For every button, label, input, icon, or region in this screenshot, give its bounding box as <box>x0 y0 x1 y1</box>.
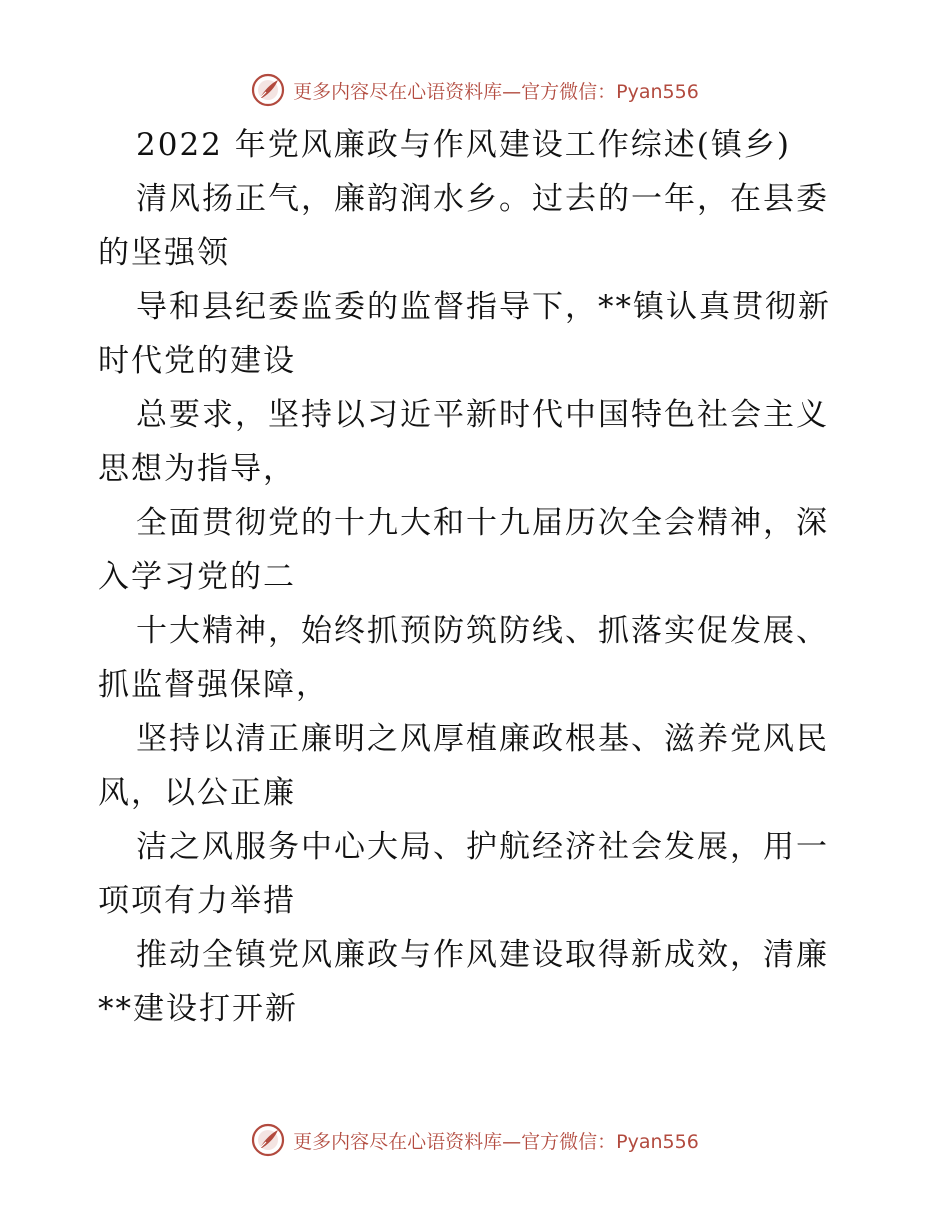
feather-pen-seal-icon <box>251 73 285 107</box>
text-line: 项项有力举措 <box>98 883 296 919</box>
text-line: 坚持以清正廉明之风厚植廉政根基、滋养党风民 <box>136 721 829 757</box>
footer-banner-text: 更多内容尽在心语资料库—官方微信：Pyan556 <box>293 1130 699 1153</box>
text-line: 风，以公正廉 <box>98 775 296 811</box>
text-line: **建设打开新 <box>98 991 298 1027</box>
header-banner-text: 更多内容尽在心语资料库—官方微信：Pyan556 <box>293 80 699 103</box>
text-line: 2022 年党风廉政与作风建设工作综述(镇乡) <box>136 127 791 163</box>
text-line: 洁之风服务中心大局、护航经济社会发展，用一 <box>136 829 829 865</box>
feather-pen-seal-icon <box>251 1123 285 1157</box>
text-line: 推动全镇党风廉政与作风建设取得新成效，清廉 <box>136 937 829 973</box>
text-line: 抓监督强保障， <box>98 667 329 703</box>
text-line: 总要求，坚持以习近平新时代中国特色社会主义 <box>136 397 829 433</box>
page-footer-banner <box>0 1120 950 1160</box>
text-line: 导和县纪委监委的监督指导下，**镇认真贯彻新 <box>136 289 831 325</box>
text-line: 入学习党的二 <box>98 559 296 595</box>
document-body <box>98 118 858 1036</box>
text-line: 全面贯彻党的十九大和十九届历次全会精神，深 <box>136 505 829 541</box>
text-line: 思想为指导， <box>98 451 296 487</box>
text-line: 十大精神，始终抓预防筑防线、抓落实促发展、 <box>136 613 829 649</box>
page-header-banner <box>0 70 950 110</box>
text-line: 时代党的建设 <box>98 343 296 379</box>
text-line: 清风扬正气，廉韵润水乡。过去的一年，在县委 <box>136 181 829 217</box>
text-line: 的坚强领 <box>98 235 230 271</box>
